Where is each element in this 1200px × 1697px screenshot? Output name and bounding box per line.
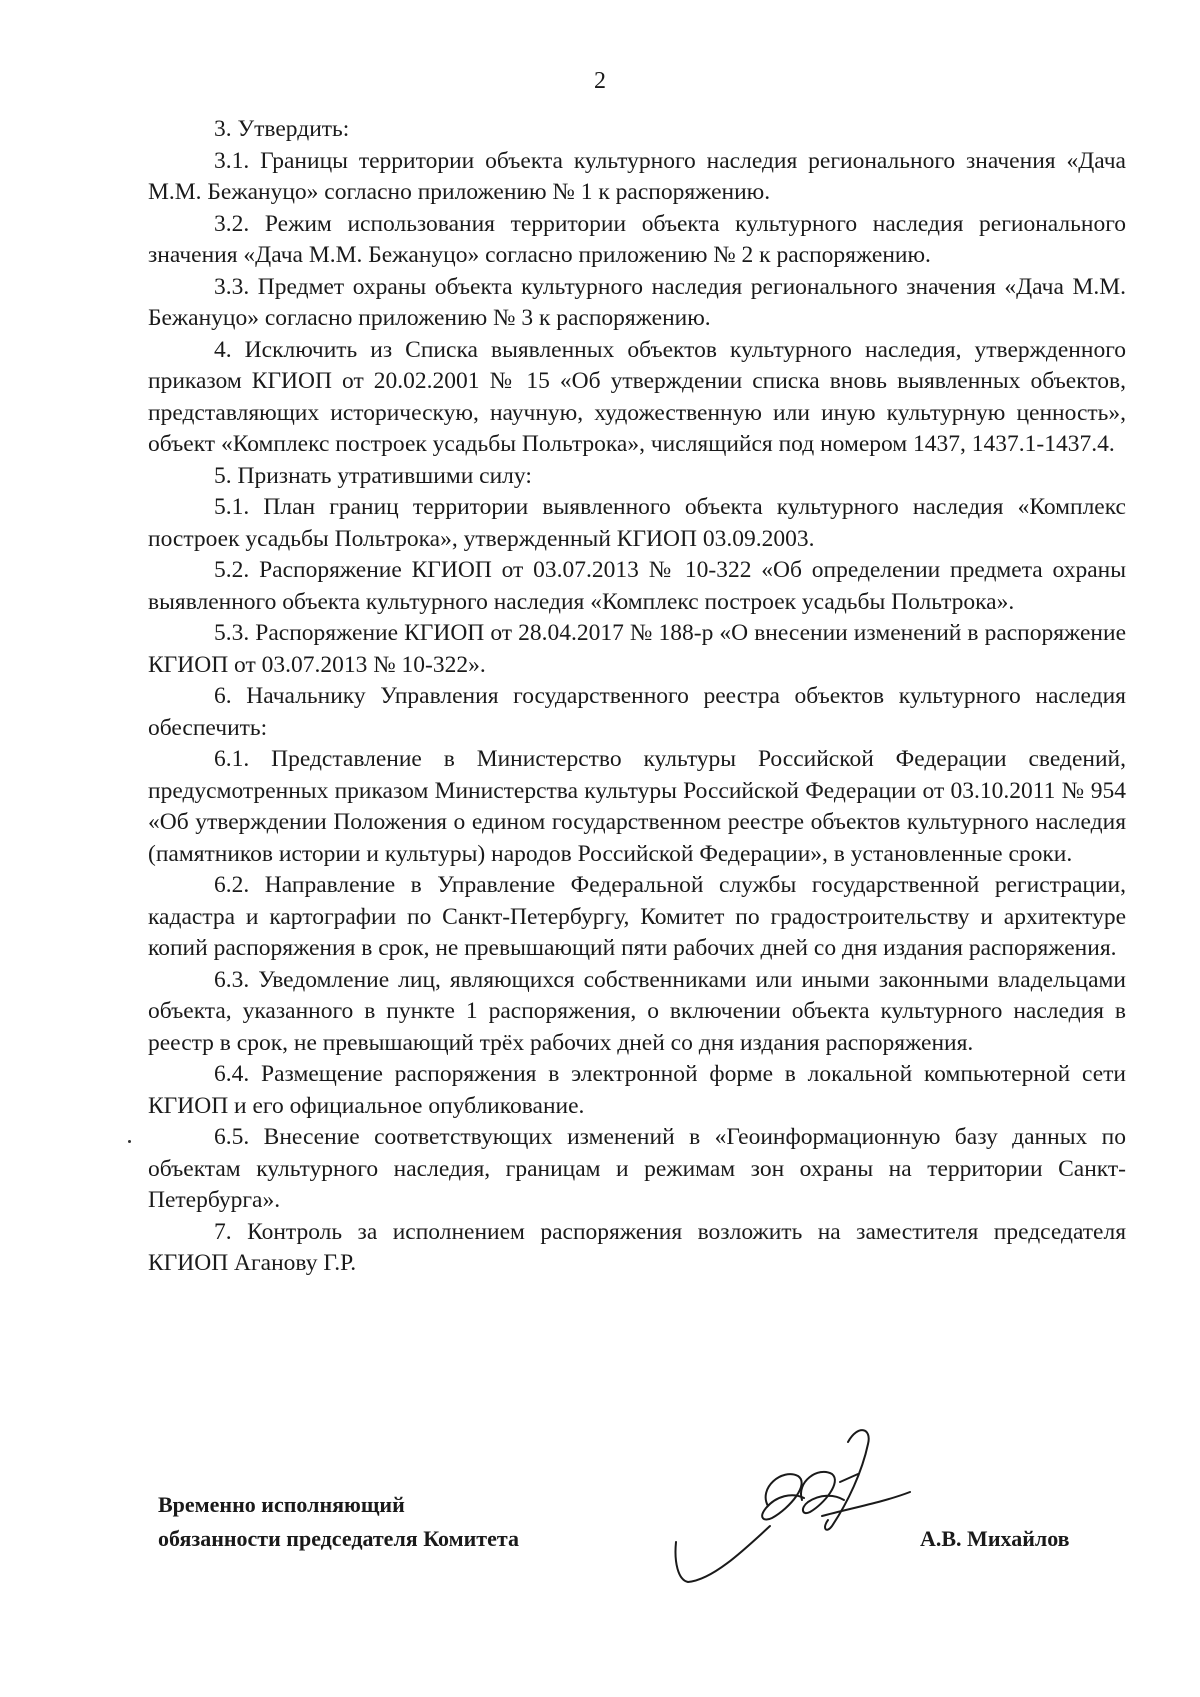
- paragraph-6-4: 6.4. Размещение распоряжения в электронной форме в локальной компьютерной сети КГИОП и его официальное опубликование.: [148, 1061, 1126, 1119]
- paragraph-6-1: 6.1. Представление в Министерство культуры Российской Федерации сведений, предусмотренных приказом Министерства культуры Российской Федерации от 03.10.2011 № 954 «Об утверждении Положения о едином государственном реестре объектов культурного наследия (памятников истории и культуры) народов Российской Федерации», в установленные сроки.: [148, 746, 1126, 867]
- paragraph-5: 5. Признать утратившими силу:: [214, 462, 532, 489]
- paragraph-6: 6. Начальнику Управления государственного реестра объектов культурного наследия обеспечить:: [148, 683, 1126, 741]
- paragraph-5-2: 5.2. Распоряжение КГИОП от 03.07.2013 № 10-322 «Об определении предмета охраны выявленного объекта культурного наследия «Комплекс построек усадьбы Польтрока».: [148, 557, 1126, 615]
- paragraph-3: 3. Утвердить:: [214, 116, 350, 142]
- signature-block: [0, 1480, 1200, 1600]
- document-body: [148, 114, 1126, 1280]
- signer-name: А.В. Михайлов: [920, 1526, 1070, 1551]
- signer-position-line-1: Временно исполняющий: [158, 1492, 405, 1517]
- paragraph-4: 4. Исключить из Списка выявленных объектов культурного наследия, утвержденного приказом КГИОП от 20.02.2001 № 15 «Об утверждении списка вновь выявленных объектов, представляющих историческую, научную, художественную или иную культурную ценность», объект «Комплекс построек усадьбы Польтрока», числящийся под номером 1437, 1437.1-1437.4.: [148, 336, 1126, 457]
- signer-position-line-2: обязанности председателя Комитета: [158, 1526, 519, 1551]
- paragraph-5-3: 5.3. Распоряжение КГИОП от 28.04.2017 № 188-р «О внесении изменений в распоряжение КГИОП от 03.07.2013 № 10-322».: [148, 620, 1126, 678]
- paragraph-3-3: 3.3. Предмет охраны объекта культурного наследия регионального значения «Дача М.М. Бежануцо» согласно приложению № 3 к распоряжению.: [148, 273, 1126, 331]
- paragraph-3-1: 3.1. Границы территории объекта культурного наследия регионального значения «Дача М.М. Бежануцо» согласно приложению № 1 к распоряжению.: [148, 147, 1126, 205]
- paragraph-7: 7. Контроль за исполнением распоряжения возложить на заместителя председателя КГИОП Аганову Г.Р.: [148, 1218, 1126, 1276]
- paragraph-6-3: 6.3. Уведомление лиц, являющихся собственниками или иными законными владельцами объекта, указанного в пункте 1 распоряжения, о включении объекта культурного наследия в реестр в срок, не превышающий трёх рабочих дней со дня издания распоряжения.: [148, 966, 1126, 1056]
- signer-position: [158, 1488, 519, 1556]
- page-number: 2: [594, 68, 606, 94]
- scan-speck: [128, 1140, 131, 1143]
- paragraph-6-2: 6.2. Направление в Управление Федеральной службы государственной регистрации, кадастра и картографии по Санкт-Петербургу, Комитет по градостроительству и архитектуре копий распоряжения в срок, не превышающий пяти рабочих дней со дня издания распоряжения.: [148, 872, 1126, 961]
- paragraph-5-1: 5.1. План границ территории выявленного объекта культурного наследия «Комплекс построек усадьбы Польтрока», утвержденный КГИОП 03.09.2003.: [148, 494, 1126, 552]
- paragraph-6-5: 6.5. Внесение соответствующих изменений в «Геоинформационную базу данных по объектам культурного наследия, границам и режимам зон охраны на территории Санкт-Петербурга».: [148, 1124, 1126, 1213]
- paragraph-3-2: 3.2. Режим использования территории объекта культурного наследия регионального значения «Дача М.М. Бежануцо» согласно приложению № 2 к распоряжению.: [148, 210, 1126, 268]
- handwritten-signature-icon: [672, 1422, 912, 1592]
